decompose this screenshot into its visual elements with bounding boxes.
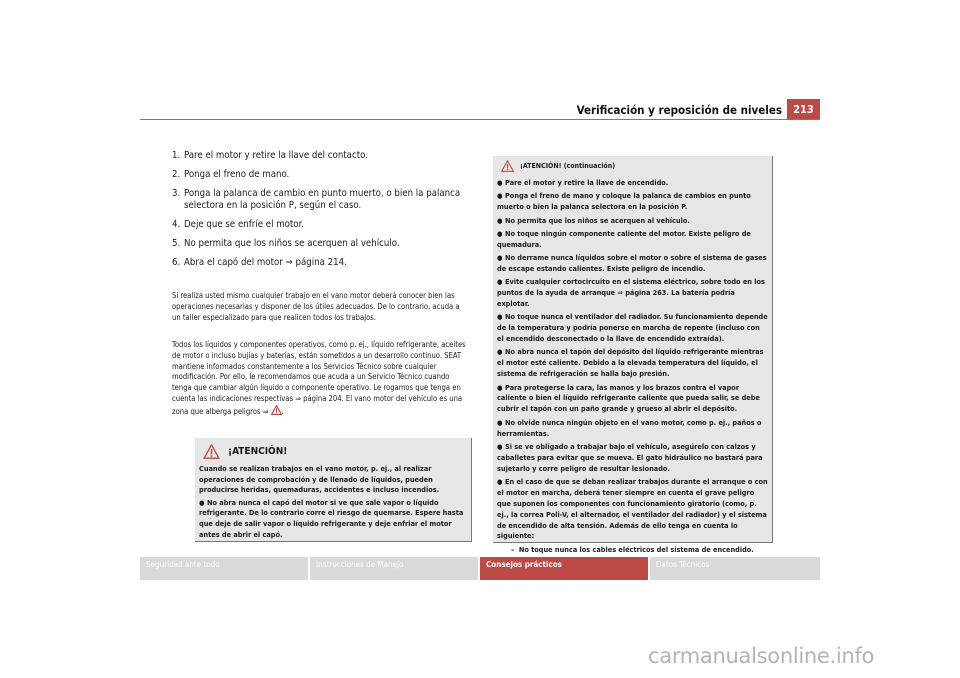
header-title: Verificación y reposición de niveles — [576, 103, 782, 117]
warning-item: ● No toque ningún componente caliente del motor. Existe peligro de quemadura. — [497, 228, 751, 249]
step-item: 4. Deje que se enfríe el motor. — [172, 219, 304, 231]
warning-item: ● Ponga el freno de mano y coloque la palanca de cambios en punto muerto o bien la palanca selectora en la posición P. — [497, 191, 751, 212]
warning-item: ● No abra nunca el tapón del depósito del líquido refrigerante mientras el motor esté caliente. Debido a la elevada temperatura del líquido, el sistema de refrigeración se halla bajo presión. — [497, 347, 764, 379]
watermark: carmanualsonline.info — [648, 644, 875, 668]
warning-item: ● Pare el motor y retire la llave de encendido. — [497, 178, 669, 187]
warning-header — [501, 160, 615, 172]
warning-item: ● No olvide nunca ningún objeto en el vano motor, como p. ej., paños o herramientas. — [497, 417, 762, 438]
warning-list — [497, 178, 768, 558]
step-item: 5. No permita que los niños se acerquen al vehículo. — [172, 237, 400, 249]
steps-list — [172, 150, 482, 276]
warning-triangle-icon — [203, 444, 220, 459]
step-item: 2. Ponga el freno de mano. — [172, 168, 290, 180]
page-number: 213 — [787, 99, 820, 120]
warning-item: ● No toque nunca el ventilador del radiador. Su funcionamiento depende de la temperatura y podría ponerse en marcha de repente (incluso con el encendido desconectado o la llave de encendido extraída). — [497, 312, 768, 344]
warning-body — [199, 464, 467, 542]
warning-triangle-icon — [271, 405, 282, 415]
warning-item: ● Si se ve obligado a trabajar bajo el vehículo, asegúrelo con calzos y caballetes para evitar que se mueva. El gato hidráulico no bastará para sujetarlo y corre peligro de resultar lesionado. — [497, 441, 763, 473]
tab-datos-tecnicos[interactable]: Datos Técnicos — [650, 557, 820, 580]
warning-title: ¡ATENCIÓN! — [228, 446, 288, 457]
warning-item: ● En el caso de que se deban realizar trabajos durante el arranque o con el motor en marcha, deberá tener siempre en cuenta el grave peligro que suponen los componentes con funcionamiento giratorio (como, p. ej., la correa Poli-V, el alternador, el ventilador del radiador) y el sistema de encendido de alta tensión. Además de ello tenga en cuenta lo siguiente: — [497, 476, 768, 541]
tab-instrucciones[interactable]: Instrucciones de Manejo — [310, 557, 478, 580]
tab-seguridad[interactable]: Seguridad ante todo — [140, 557, 308, 580]
warning-header — [203, 444, 287, 459]
header-rule — [140, 119, 820, 120]
warning-intro: Cuando se realizan trabajos en el vano motor, p. ej., al realizar operaciones de comprobación y de llenado de líquidos, pueden producirse heridas, quemaduras, accidentes e incluso incendios. — [199, 464, 440, 495]
fluids-paragraph: Todos los líquidos y componentes operativos, como p. ej., líquido refrigerante, aceites de motor o incluso bujías y baterías, están sometidos a un desarrollo continuo. SEAT mantiene informados constantemente a los Servicios Técnico sobre cualquier modificación. Por ello, le recomendamos que acuda a un Servicio Técnico cuando tenga que cambiar algún líquido o componente operativo. Le rogamos que tenga en cuenta las indicaciones respectivas ⇒ página 204. El vano motor del vehículo es una zona que alberga peligros ⇒ . — [172, 340, 466, 416]
warning-title: ¡ATENCIÓN! (continuación) — [520, 162, 616, 170]
warning-item: ● No derrame nunca líquidos sobre el motor o sobre el sistema de gases de escape estando calientes. Existe peligro de incendio. — [497, 253, 767, 273]
warning-item: ● No permita que los niños se acerquen al vehículo. — [497, 215, 690, 225]
warning-item: ● Evite cualquier cortocircuito en el sistema eléctrico, sobre todo en los puntos de la ayuda de arranque ⇒ página 263. La batería podría explotar. — [497, 277, 765, 309]
step-item: 1. Pare el motor y retire la llave del contacto. — [172, 150, 368, 161]
warning-triangle-icon — [501, 160, 514, 172]
warning-subitem: – No toque nunca los cables eléctricos del sistema de encendido. — [511, 544, 754, 554]
warning-box — [195, 438, 472, 542]
step-item: 6. Abra el capó del motor ⇒ página 214. — [172, 256, 347, 268]
intro-paragraph: Si realiza usted mismo cualquier trabajo en el vano motor deberá conocer bien las operaciones necesarias y disponer de los útiles adecuados. De lo contrario, acuda a un taller especializado para que realicen todos los trabajos. — [172, 291, 460, 322]
warning-item: ● No abra nunca el capó del motor si ve que sale vapor o líquido refrigerante. De lo contrario corre el riesgo de quemarse. Espere hasta que deje de salir vapor o líquido refrigerante y deje enfriar el motor antes de abrir el capó. — [199, 497, 464, 539]
warning-continued-box — [493, 156, 773, 554]
warning-item: ● Para protegerse la cara, las manos y los brazos contra el vapor caliente o bien el líquido refrigerante caliente que pueda salir, se debe cubrir el tapón con un paño grande y grueso al abrir el depósito. — [497, 382, 760, 414]
step-item: 3. Ponga la palanca de cambio en punto muerto, o bien la palanca selectora en la posición P, según el caso. — [172, 187, 461, 212]
tab-consejos[interactable]: Consejos prácticos — [480, 557, 648, 580]
